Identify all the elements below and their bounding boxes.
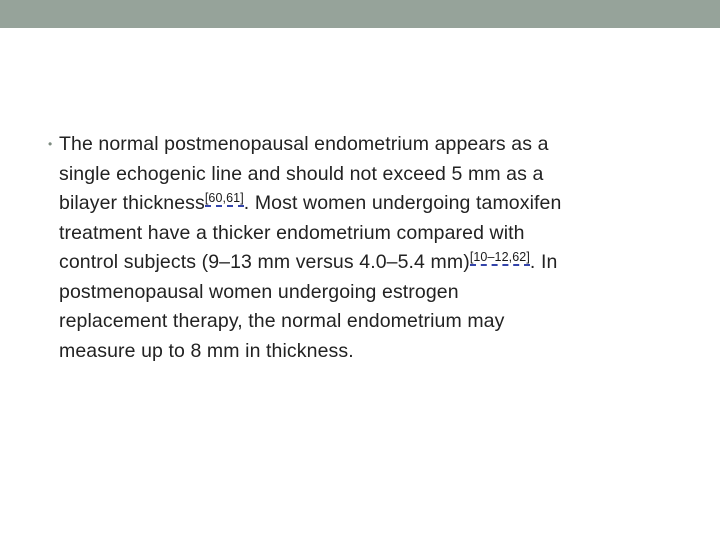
text-line-5-end: . In [529,251,558,273]
text-line-7: replacement therapy, the normal endometrium may [59,310,505,332]
text-line-5-start: control subjects (9–13 mm versus 4.0–5.4 mm) [59,251,470,273]
text-line-6: postmenopausal women undergoing estrogen [59,280,459,303]
text-line-3-end: . Most women undergoing tamoxifen [243,192,562,214]
bullet-icon: • [48,137,53,151]
header-band [0,0,720,28]
citation-link-60-61[interactable]: [60,61] [204,191,244,205]
text-line-5 [59,248,688,278]
text-line-4: treatment have a thicker endometrium compared with [59,221,525,244]
text-line-1: The normal postmenopausal endometrium appears as a [59,133,549,155]
citation-link-10-12-62[interactable]: [10–12,62] [469,250,530,264]
bullet-point [48,130,688,366]
text-line-3-start: bilayer thickness [59,192,205,214]
text-line-3 [59,189,688,219]
text-line-2: single echogenic line and should not exceed 5 mm as a [59,162,544,185]
text-line-8: measure up to 8 mm in thickness. [59,339,354,362]
slide-body [48,130,688,366]
